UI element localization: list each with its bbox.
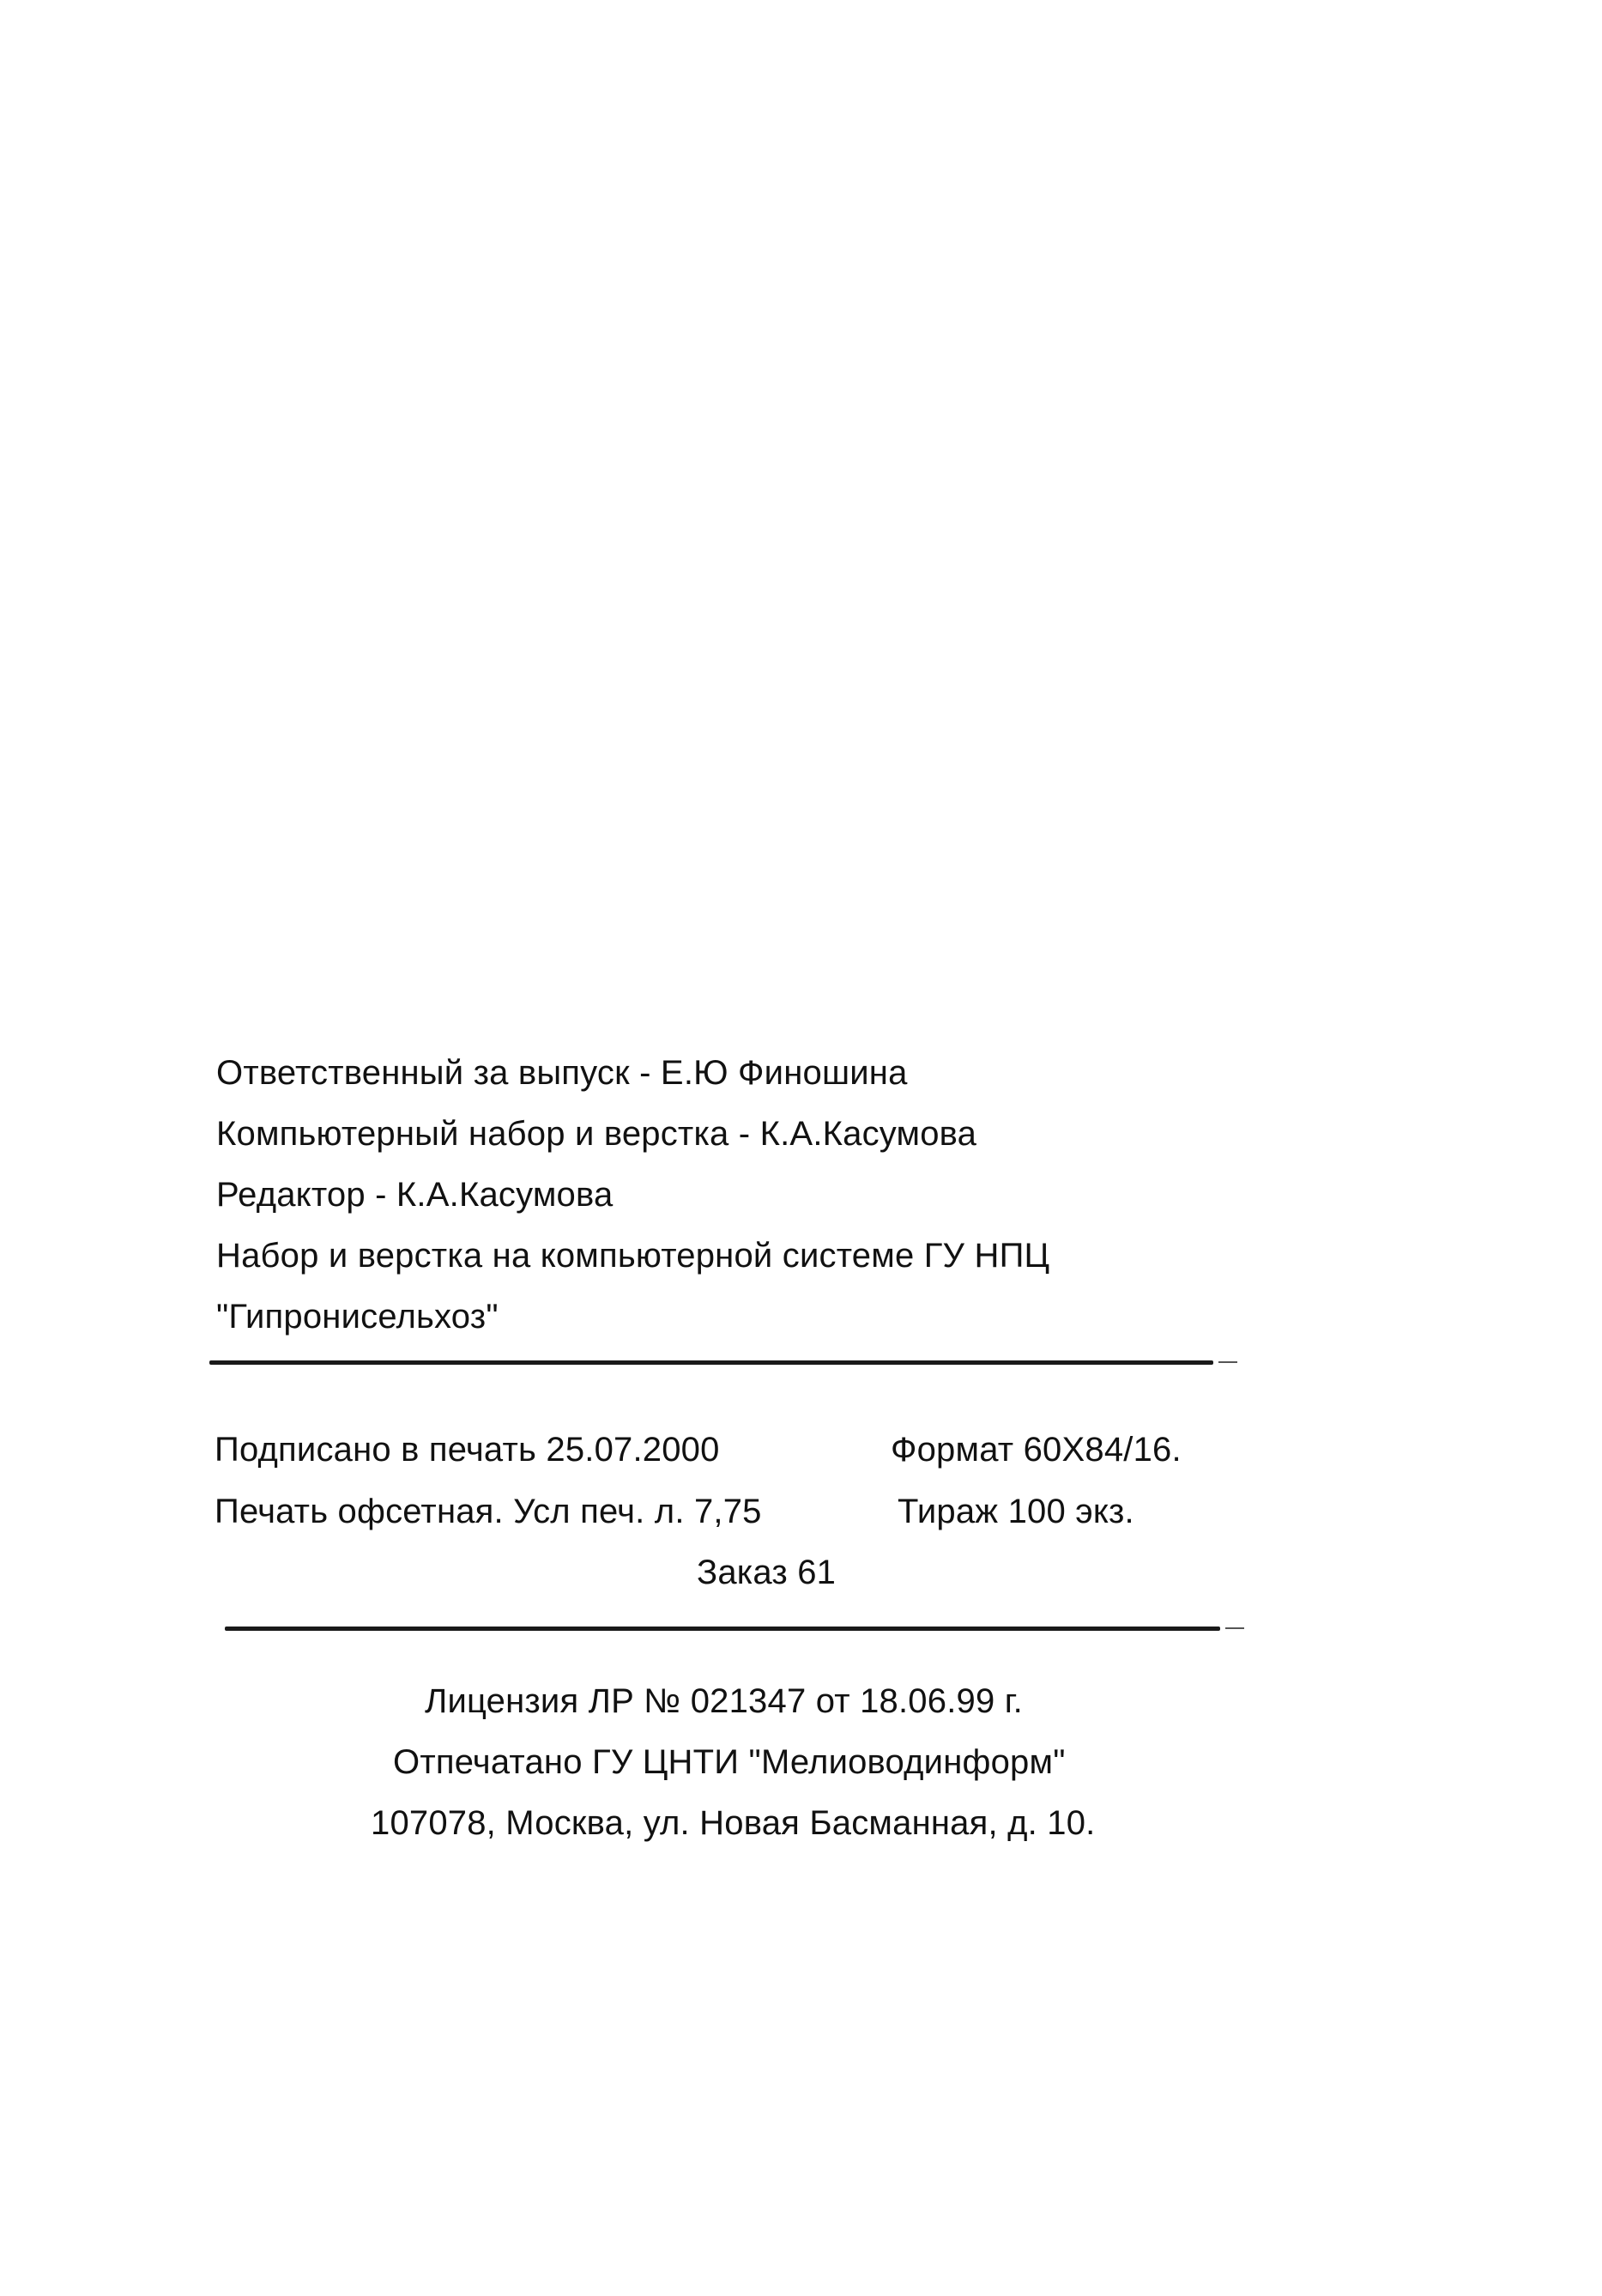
paper-format: Формат 60Х84/16. bbox=[891, 1431, 1182, 1469]
divider-top bbox=[209, 1360, 1213, 1365]
system-line: Набор и верстка на компьютерной системе ГУ НПЦ bbox=[216, 1237, 1050, 1275]
editor-line: Редактор - К.А.Касумова bbox=[216, 1176, 614, 1214]
print-run: Тираж 100 экз. bbox=[898, 1493, 1134, 1530]
address-line: 107078, Москва, ул. Новая Басманная, д. 10. bbox=[371, 1804, 1096, 1842]
divider-bottom bbox=[225, 1627, 1220, 1631]
organization-line: "Гипронисельхоз" bbox=[216, 1298, 499, 1336]
signed-to-print: Подписано в печать 25.07.2000 bbox=[215, 1431, 720, 1469]
order-number: Заказ 61 bbox=[697, 1554, 837, 1591]
license-line: Лицензия ЛР № 021347 от 18.06.99 г. bbox=[425, 1682, 1023, 1720]
responsible-line: Ответственный за выпуск - Е.Ю Финошина bbox=[216, 1054, 908, 1092]
print-type: Печать офсетная. Усл печ. л. 7,75 bbox=[215, 1493, 762, 1530]
printed-by-line: Отпечатано ГУ ЦНТИ "Мелиоводинформ" bbox=[393, 1743, 1066, 1781]
typesetting-line: Компьютерный набор и верстка - К.А.Касумова bbox=[216, 1115, 977, 1153]
